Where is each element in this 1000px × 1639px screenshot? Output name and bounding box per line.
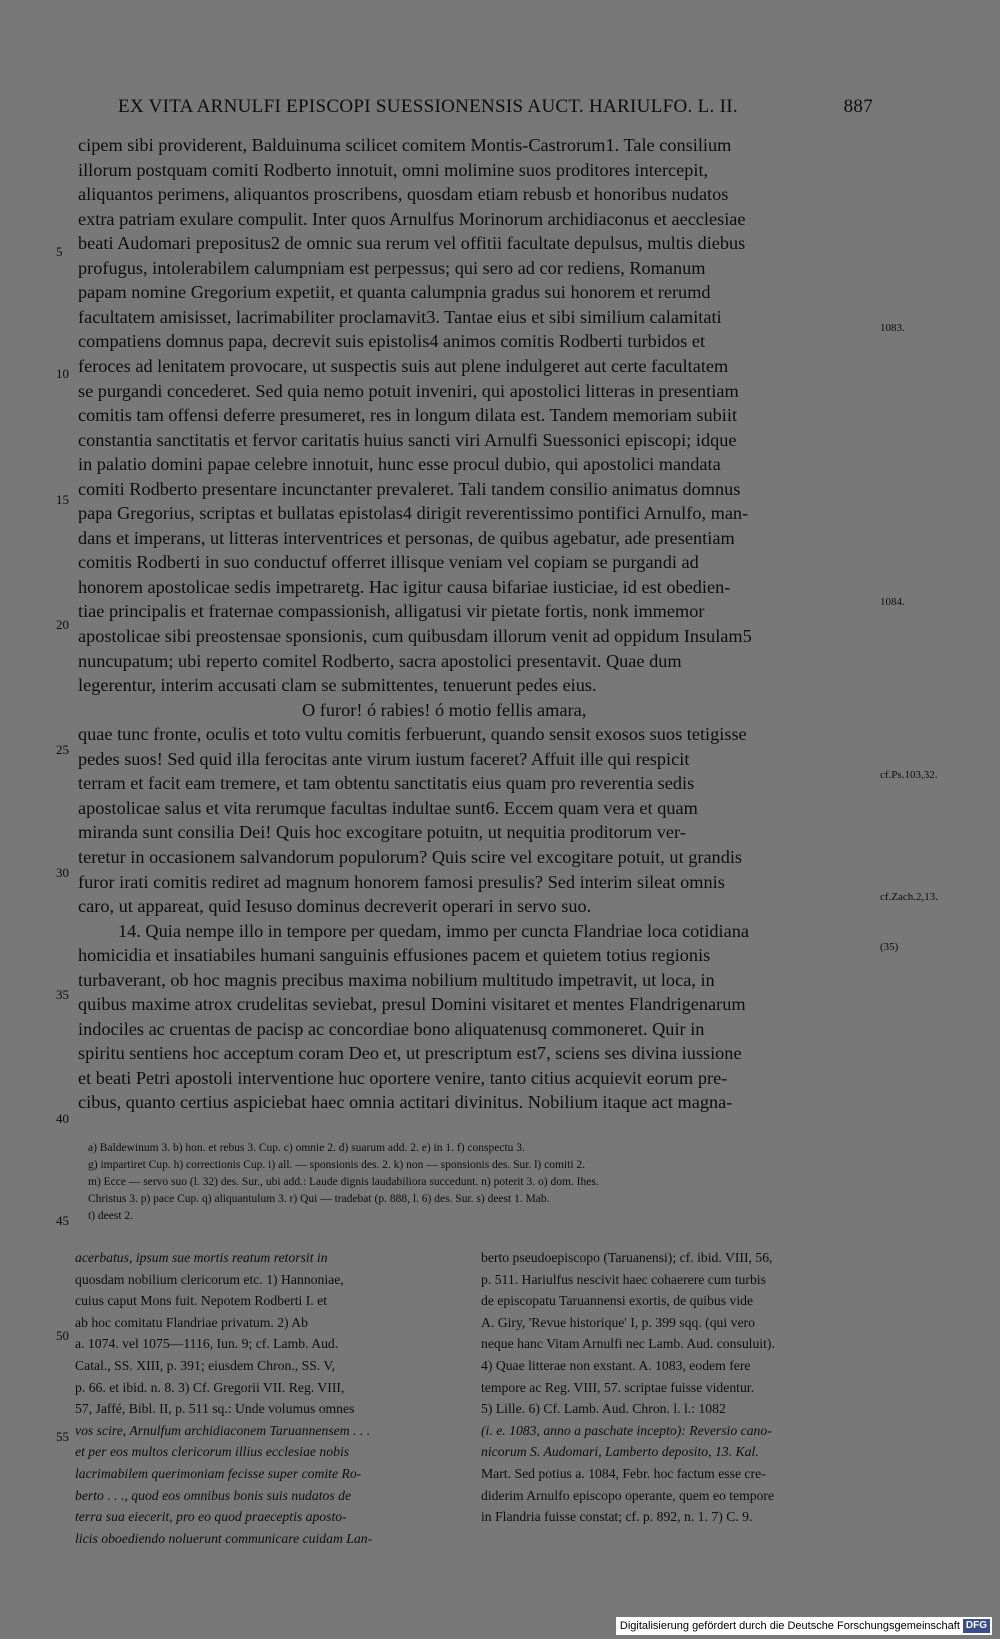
text-line: homicidia et insatiabiles humani sanguinis effusiones pacem et quietem totius regionis xyxy=(78,945,711,966)
text-line: 14. Quia nempe illo in tempore per quedam, immo per cuncta Flandriae loca cotidiana xyxy=(118,920,749,941)
funding-footer xyxy=(616,1617,992,1635)
margin-note: 1083. xyxy=(880,322,905,334)
margin-note: cf.Ps.103,32. xyxy=(880,769,938,781)
text-line: pedes suos! Sed quid illa ferocitas ante virum iustum faceret? Affuit ille qui respicit xyxy=(78,748,690,769)
line-number: 35 xyxy=(56,987,69,1002)
page-number: 887 xyxy=(843,96,873,117)
footnote-line: neque hanc Vitam Arnulfi nec Lamb. Aud. consuluit). xyxy=(481,1336,775,1352)
margin-note: cf.Zach.2,13. xyxy=(880,891,939,903)
text-line: illorum postquam comiti Rodberto innotuit, omni molimine suos proditores intercepit, xyxy=(78,159,709,180)
critical-apparatus xyxy=(88,1140,873,1225)
text-line: apostolicae salus et vita rerumque facultas indultae sunt6. Eccem quam vera et quam xyxy=(78,797,698,818)
text-line: in palatio domini papae celebre innotuit, hunc esse procul dubio, qui apostolici mandata xyxy=(78,454,721,475)
margin-note: (35) xyxy=(880,941,899,953)
text-line: nuncupatum; ubi reperto comitel Rodberto, sacra apostolici presentavit. Quae dum xyxy=(78,650,682,671)
text-line: feroces ad lenitatem provocare, ut suspectis suis aut plene indulgeret aut certe facultatem xyxy=(78,355,729,376)
footnote-line: berto pseudoepiscopo (Taruanensi); cf. ibid. VIII, 56, xyxy=(481,1250,773,1265)
text-line: extra patriam exulare compulit. Inter quos Arnulfus Morinorum archidiaconus et aecclesiae xyxy=(78,208,746,229)
footnote-line: 57, Jaffé, Bibl. II, p. 511 sq.: Unde volumus omnes xyxy=(75,1401,355,1417)
footnote-line: tempore ac Reg. VIII, 57. scriptae fuisse videntur. xyxy=(481,1379,755,1395)
text-line: comitis tam offensi deferre presumeret, res in longum dilata est. Tandem memoriam subiit xyxy=(78,405,738,426)
text-line: spiritu sentiens hoc acceptum coram Deo et, ut prescriptum est7, sciens ses divina iussione xyxy=(78,1043,742,1064)
text-line: beati Audomari prepositus2 de omnic sua rerum vel offitii facultate depulsus, multis diebus xyxy=(78,233,746,254)
line-number: 25 xyxy=(56,742,69,757)
text-line: facultatem amisisset, lacrimabiliter proclamavit3. Tantae eius et sibi similium calamitati xyxy=(78,306,722,327)
footnote-line: Catal., SS. XIII, p. 391; eiusdem Chron., SS. V, xyxy=(75,1357,335,1373)
text-line: se purgandi concederet. Sed quia nemo potuit inveniri, qui apostolici litteras in presentiam xyxy=(78,380,739,401)
line-number: 40 xyxy=(56,1111,69,1126)
footnote-line: diderim Arnulfo episcopo operante, quem eo tempore xyxy=(481,1487,775,1503)
line-number: 5 xyxy=(56,244,63,259)
footnote-line: lacrimabilem querimoniam fecisse super comite Ro- xyxy=(75,1465,362,1481)
footnote-line: in Flandria fuisse constat; cf. p. 892, n. 1. 7) C. 9. xyxy=(481,1509,753,1525)
line-number: 55 xyxy=(56,1429,69,1444)
text-line: comiti Rodberto presentare incunctanter prevaleret. Tali tandem consilio animatus domnus xyxy=(78,478,741,499)
text-line: papa Gregorius, scriptas et bullatas epistolas4 dirigit reverentissimo pontifici Arnulfo, man- xyxy=(78,503,749,524)
text-line: compatiens domnus papa, decrevit suis epistolis4 animos comitis Rodberti turbidos et xyxy=(78,331,706,352)
text-line: turbaverant, ob hoc magnis precibus maxima nobilium multitudo impetravit, ut loca, in xyxy=(78,969,715,990)
text-line: et beati Petri apostoli interventione huc oportere venire, tanto citius acquievit eorum pre- xyxy=(78,1067,728,1088)
text-line: O furor! ó rabies! ó motio fellis amara, xyxy=(302,699,587,720)
text-line: dans et imperans, ut litteras interventrices et personas, de quibus agebatur, ade presentiam xyxy=(78,527,735,548)
footnote-line: 5) Lille. 6) Cf. Lamb. Aud. Chron. l. l.: 1082 xyxy=(481,1401,726,1417)
apparatus-line: g) impartiret Cup. h) correctionis Cup. i) all. — sponsionis des. 2. k) non — sponsionis des. Sur. l) comiti 2. xyxy=(88,1159,586,1171)
text-line: tiae principalis et fraternae compassionish, alligatusi vir pietate fortis, nonk immemor xyxy=(78,601,705,622)
footnote-line: p. 511. Hariulfus nescivit haec cohaerere cum turbis xyxy=(481,1271,766,1287)
text-line: teretur in occasionem salvandorum populorum? Quis scire vel excogitare potuit, ut grandis xyxy=(78,846,743,867)
footnotes-left-column xyxy=(75,1247,450,1549)
text-line: furor irati comitis rediret ad magnum honorem famosi presulis? Sed interim sileat omnis xyxy=(78,871,725,892)
footnote-line: 4) Quae litterae non exstant. A. 1083, eodem fere xyxy=(481,1357,751,1373)
dfg-logo: DFG xyxy=(963,1619,990,1633)
line-number: 20 xyxy=(56,617,69,632)
line-number: 50 xyxy=(56,1328,69,1343)
footer-text: Digitalisierung gefördert durch die Deutsche Forschungsgemeinschaft xyxy=(619,1620,960,1632)
text-line: papam nomine Gregorium expetiit, et quanta calumpnia gradus sui honorem et rerumd xyxy=(78,282,711,303)
text-line: honorem apostolicae sedis impetraretg. Hac igitur causa bifariae iusticiae, id est obedien- xyxy=(78,576,731,597)
line-number: 45 xyxy=(56,1213,69,1228)
footnote-line: berto . . ., quod eos omnibus bonis suis nudatos de xyxy=(75,1487,352,1503)
running-title: EX VITA ARNULFI EPISCOPI SUESSIONENSIS AUCT. HARIULFO. L. II. xyxy=(118,96,738,117)
text-line: terram et facit eam tremere, et tam obtentu sanctitatis eius quam pro reverentia sedis xyxy=(78,773,695,794)
text-line: profugus, intolerabilem calumpniam est perpessus; qui sero ad cor rediens, Romanum xyxy=(78,257,706,278)
footnote-line: et per eos multos clericorum illius ecclesiae nobis xyxy=(75,1444,350,1460)
footnote-line: Mart. Sed potius a. 1084, Febr. hoc factum esse cre- xyxy=(481,1465,766,1481)
line-number: 10 xyxy=(56,366,69,381)
footnote-line: (i. e. 1083, anno a paschate incepto): Reversio cano- xyxy=(481,1422,772,1438)
apparatus-line: Christus 3. p) pace Cup. q) aliquantulum 3. r) Qui — tradebat (p. 888, l. 6) des. Sur. s) deest 1. Mab. xyxy=(88,1193,550,1205)
text-line: legerentur, interim accusati clam se submittentes, tenuerunt pedes eius. xyxy=(78,675,597,696)
apparatus-line: m) Ecce — servo suo (l. 32) des. Sur., ubi add.: Laude dignis laudabiliora succedunt. n) poterit 3. o) dom. Ihes. xyxy=(88,1176,599,1188)
footnote-line: cuius caput Mons fuit. Nepotem Rodberti I. et xyxy=(75,1293,328,1309)
footnote-line: nicorum S. Audomari, Lamberto deposito, 13. Kal. xyxy=(481,1444,759,1460)
footnotes-right-column xyxy=(481,1247,856,1528)
margin-note: 1084. xyxy=(880,596,905,608)
footnote-line: de episcopatu Taruannensi exortis, de quibus vide xyxy=(481,1293,754,1309)
apparatus-line: t) deest 2. xyxy=(88,1210,134,1222)
footnote-line: a. 1074. vel 1075—1116, Iun. 9; cf. Lamb. Aud. xyxy=(75,1336,339,1352)
text-line: cipem sibi providerent, Balduinuma scilicet comitem Montis-Castrorum1. Tale consilium xyxy=(78,135,732,155)
footnote-line: A. Giry, 'Revue historique' I, p. 399 sqq. (qui vero xyxy=(481,1314,755,1330)
text-line: apostolicae sibi preostensae sponsionis, cum quibusdam illorum venit ad oppidum Insulam5 xyxy=(78,626,752,646)
text-line: miranda sunt consilia Dei! Quis hoc excogitare potuitn, ut nequitia proditorum ver- xyxy=(78,822,686,843)
text-line: quibus maxime atrox crudelitas seviebat, presul Domini visitaret et mentes Flandrigenarum xyxy=(78,994,746,1015)
footnote-line: p. 66. et ibid. n. 8. 3) Cf. Gregorii VII. Reg. VIII, xyxy=(75,1379,345,1395)
running-header xyxy=(118,96,873,118)
apparatus-line: a) Baldewinum 3. b) hon. et rebus 3. Cup. c) omnie 2. d) suarum add. 2. e) in 1. f) conspectu 3. xyxy=(88,1142,525,1154)
footnote-line: vos scire, Arnulfum archidiaconem Taruannensem . . . xyxy=(75,1422,371,1438)
text-line: cibus, quanto certius aspiciebat haec omnia actitari divinitus. Nobilium itaque act magna- xyxy=(78,1092,733,1113)
text-line: constantia sanctitatis et fervor caritatis huius sancti viri Arnulfi Suessonici episcopi; idque xyxy=(78,429,737,450)
text-line: caro, ut appareat, quid Iesuso dominus decreverit operari in servo suo. xyxy=(78,896,592,917)
text-line: indociles ac cruentas de pacisp ac concordiae bono aliquatenusq commoneret. Quir in xyxy=(78,1018,705,1039)
text-line: quae tunc fronte, oculis et toto vultu comitis ferbuerunt, quando sensit exosos suos tetigisse xyxy=(78,724,747,745)
footnote-line: quosdam nobilium clericorum etc. 1) Hannoniae, xyxy=(75,1271,344,1287)
footnote-line: terra sua eiecerit, pro eo quod praeceptis aposto- xyxy=(75,1509,347,1525)
text-line: comitis Rodberti in suo conductuf offerret illisque veniam vel copiam se purgandi ad xyxy=(78,552,699,573)
footnote-line: licis oboediendo noluerunt communicare cuidam Lan- xyxy=(75,1530,373,1546)
line-number: 30 xyxy=(56,865,69,880)
footnote-line: acerbatus, ipsum sue mortis reatum retorsit in xyxy=(75,1250,328,1265)
line-number: 15 xyxy=(56,492,69,507)
text-line: aliquantos perimens, aliquantos proscribens, quosdam etiam rebusb et honoribus nudatos xyxy=(78,184,729,205)
footnote-line: ab hoc comitatu Flandriae privatum. 2) Ab xyxy=(75,1314,309,1330)
